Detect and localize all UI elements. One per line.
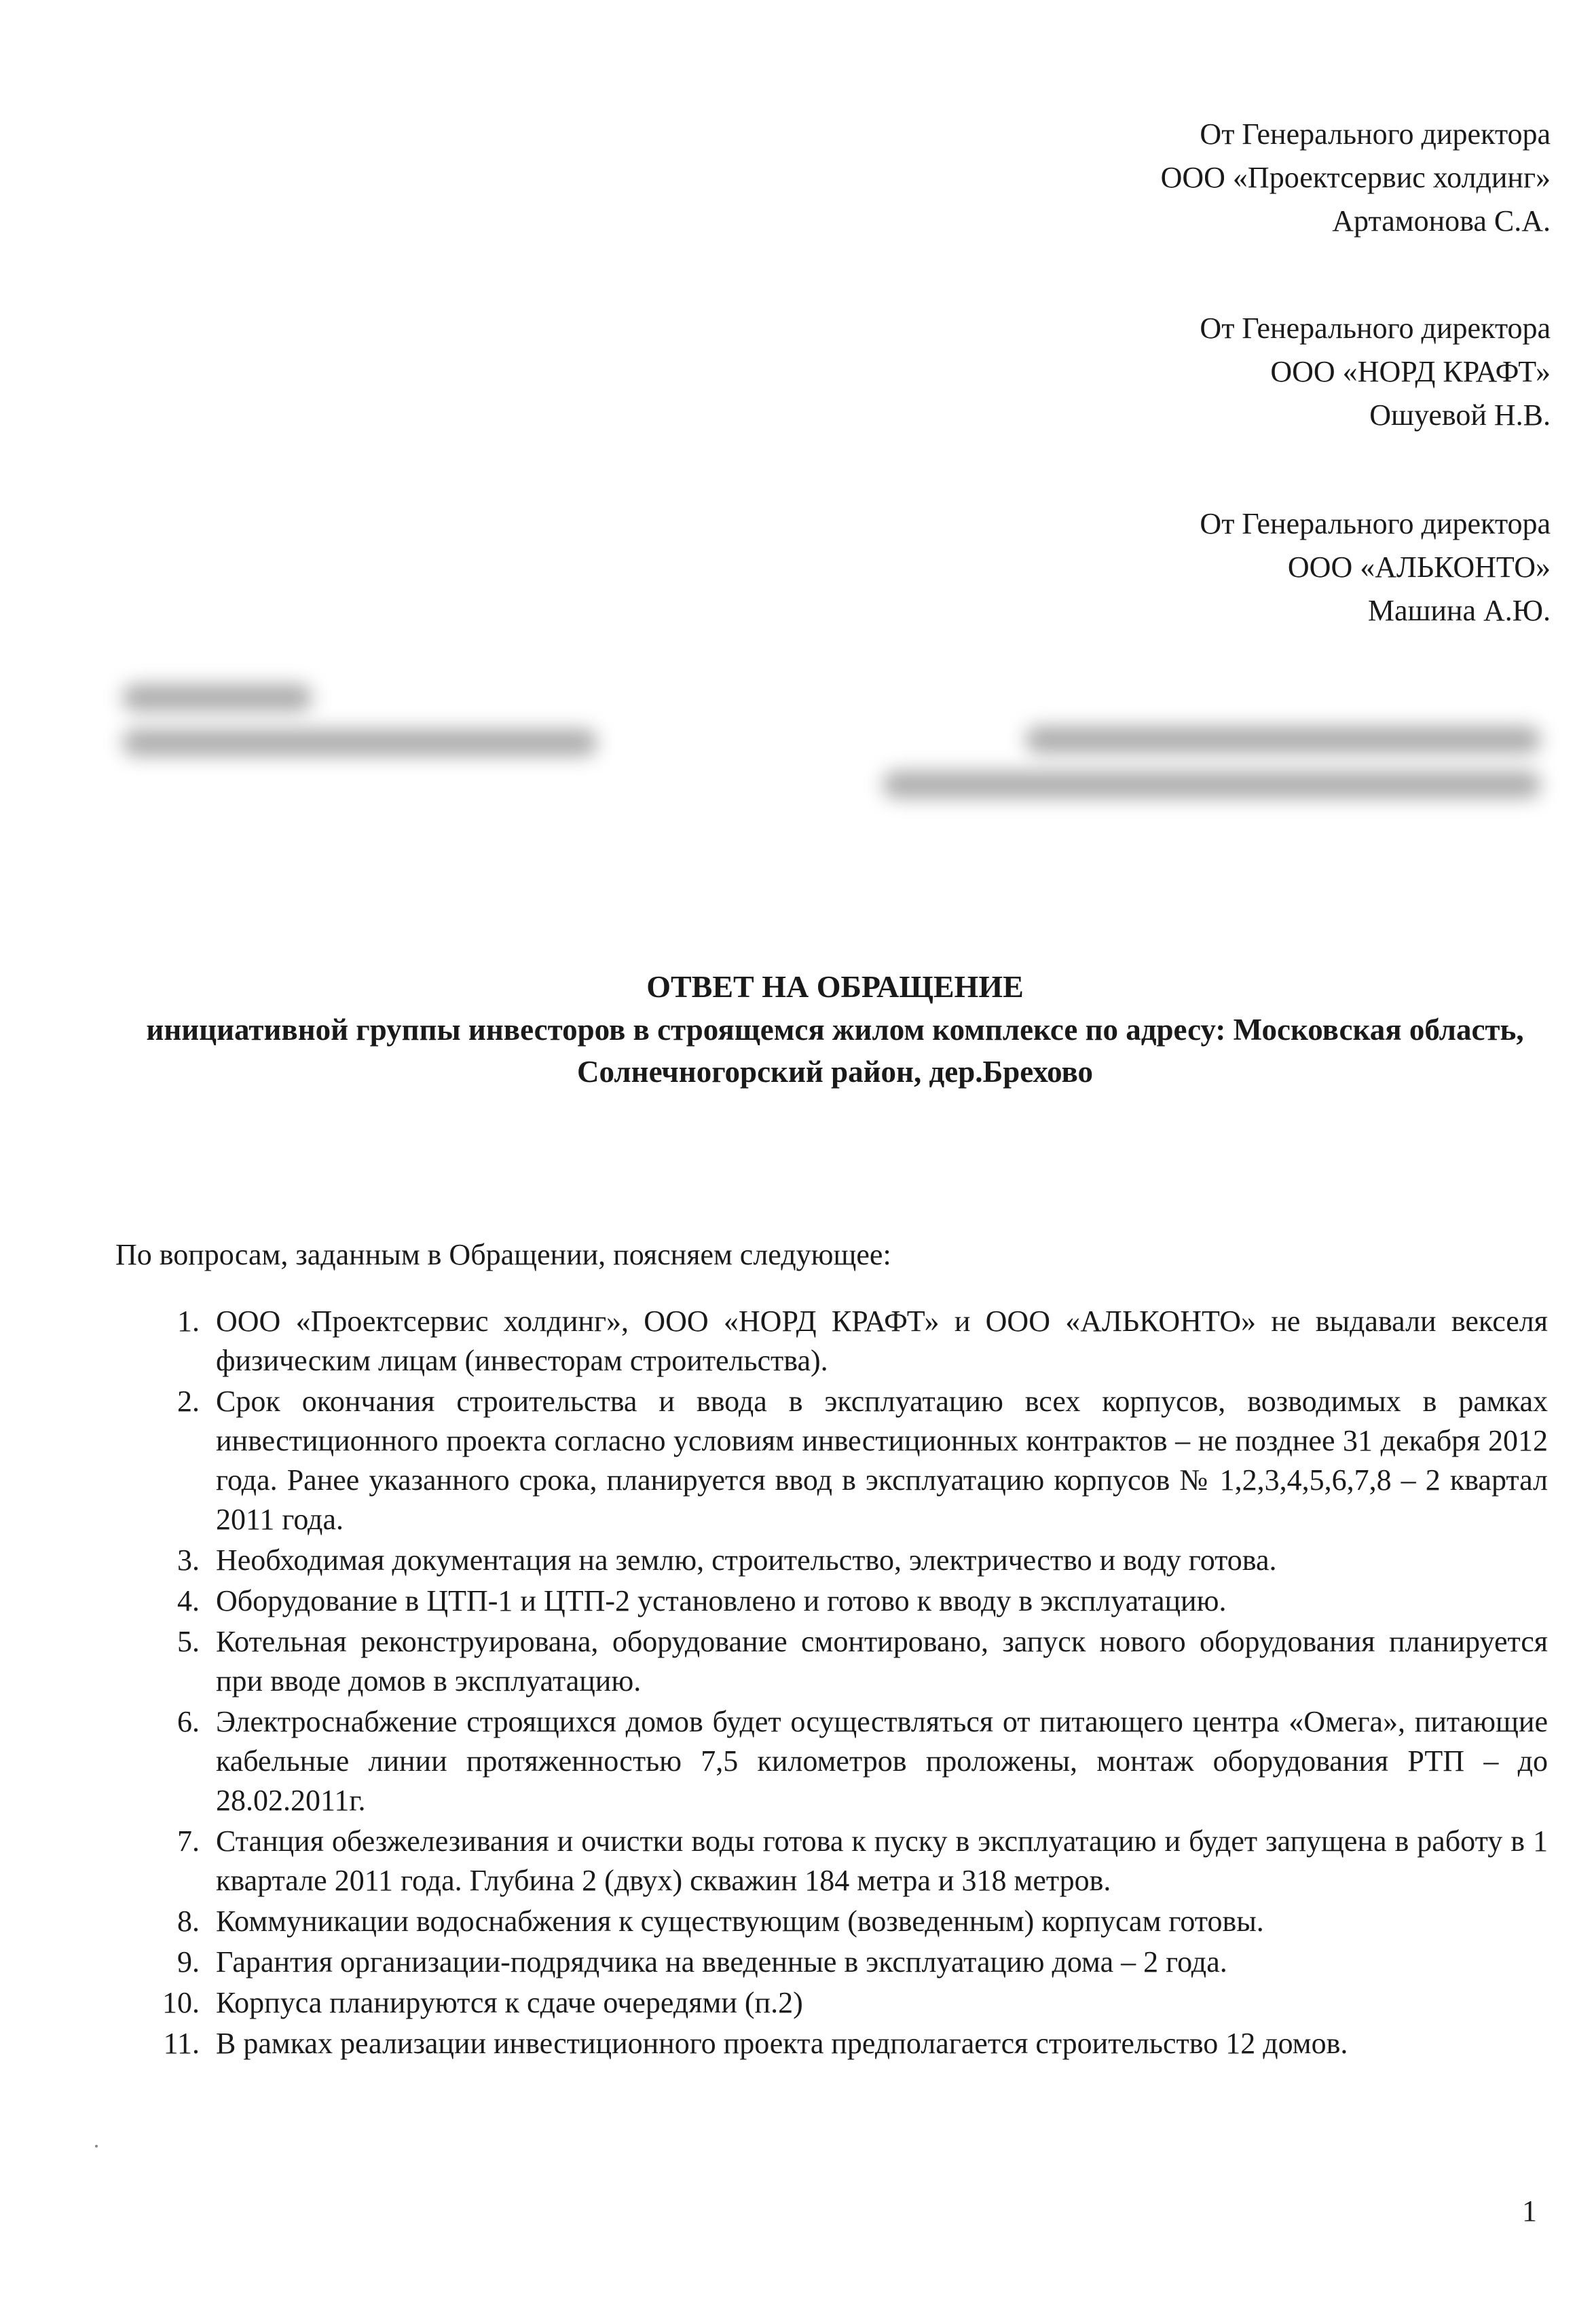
sender-position: От Генерального директора [1200, 117, 1551, 151]
list-item-text: Гарантия организации-подрядчика на введенные в эксплуатацию дома – 2 года. [216, 1945, 1227, 1979]
redacted-registration-block [122, 684, 611, 786]
sender-block-1 [600, 113, 1575, 243]
redacted-recipient-block [883, 726, 1548, 828]
sender-company: ООО «НОРД КРАФТ» [1270, 355, 1551, 388]
list-item-text: Корпуса планируются к сдаче очередями (п.2) [216, 1986, 803, 2019]
redacted-line [883, 771, 1541, 798]
document-title: ОТВЕТ НА ОБРАЩЕНИЕ [646, 969, 1024, 1004]
list-item-text: Котельная реконструирована, оборудование смонтировано, запуск нового оборудования планируется при вводе домов в эксплуатацию. [216, 1625, 1548, 1698]
sender-company: ООО «АЛЬКОНТО» [1287, 550, 1551, 584]
redacted-line [1025, 726, 1541, 753]
sender-position: От Генерального директора [1200, 507, 1551, 540]
sender-position: От Генерального директора [1200, 312, 1551, 345]
list-item: 3. Необходимая документация на землю, строительство, электричество и воду готова. [177, 1543, 1277, 1577]
list-item: 5. Котельная реконструирована, оборудование смонтировано, запуск нового оборудования планируется при вводе домов в эксплуатацию. [177, 1625, 1548, 1698]
scan-speck [95, 2145, 98, 2148]
list-item-text: В рамках реализации инвестиционного проекта предполагается строительство 12 домов. [216, 2027, 1348, 2060]
list-item: 2. Срок окончания строительства и ввода в эксплуатацию всех корпусов, возводимых в рамках инвестиционного проекта согласно условиям инвестиционных контрактов – не позднее 31 декабря 2012 года. Ранее указанного срока, планируется ввод в эксплуатацию корпусов № 1,2,3,4,5,6,7,8 – 2 квартал 2011 года. [177, 1385, 1548, 1536]
list-item-text: Необходимая документация на землю, строительство, электричество и воду готова. [216, 1543, 1277, 1577]
list-item: 1. ООО «Проектсервис холдинг», ООО «НОРД КРАФТ» и ООО «АЛЬКОНТО» не выдавали векселя физическим лицам (инвесторам строительства). [177, 1305, 1548, 1377]
answers-list [115, 1302, 1548, 2065]
list-item: 4. Оборудование в ЦТП-1 и ЦТП-2 установлено и готово к вводу в эксплуатацию. [177, 1584, 1227, 1617]
sender-name: Машина А.Ю. [1367, 594, 1551, 627]
sender-name: Ошуевой Н.В. [1369, 398, 1551, 432]
list-item-text: ООО «Проектсервис холдинг», ООО «НОРД КРАФТ» и ООО «АЛЬКОНТО» не выдавали векселя физическим лицам (инвесторам строительства). [216, 1305, 1548, 1377]
list-item-text: Станция обезжелезивания и очистки воды готова к пуску в эксплуатацию и будет запущена в работу в 1 квартале 2011 года. Глубина 2 (двух) скважин 184 метра и 318 метров. [216, 1824, 1548, 1897]
sender-company: ООО «Проектсервис холдинг» [1160, 161, 1551, 194]
sender-name: Артамонова С.А. [1332, 204, 1551, 238]
list-item-text: Коммуникации водоснабжения к существующим (возведенным) корпусам готовы. [216, 1905, 1264, 1938]
document-subtitle: инициативной группы инвесторов в строящемся жилом комплексе по адресу: Московская область, Солнечногорский район, дер.Брехово [146, 1013, 1524, 1089]
list-item-text: Электроснабжение строящихся домов будет осуществляться от питающего центра «Омега», питающие кабельные линии протяженностью 7,5 километров проложены, монтаж оборудования РТП – до 28.02.2011г. [216, 1705, 1548, 1817]
list-item: 11. В рамках реализации инвестиционного проекта предполагается строительство 12 домов. [163, 2027, 1348, 2060]
sender-block-3 [600, 502, 1575, 633]
list-item: 6. Электроснабжение строящихся домов будет осуществляться от питающего центра «Омега», питающие кабельные линии протяженностью 7,5 километров проложены, монтаж оборудования РТП – до 28.02.2011г. [177, 1705, 1548, 1817]
list-item-text: Срок окончания строительства и ввода в эксплуатацию всех корпусов, возводимых в рамках инвестиционного проекта согласно условиям инвестиционных контрактов – не позднее 31 декабря 2012 года. Ранее указанного срока, планируется ввод в эксплуатацию корпусов № 1,2,3,4,5,6,7,8 – 2 квартал 2011 года. [216, 1385, 1548, 1536]
document-title-block [115, 965, 1555, 1093]
sender-block-2 [600, 307, 1575, 437]
list-item-text: Оборудование в ЦТП-1 и ЦТП-2 установлено и готово к вводу в эксплуатацию. [216, 1584, 1227, 1617]
list-item: 8. Коммуникации водоснабжения к существующим (возведенным) корпусам готовы. [177, 1905, 1264, 1938]
list-item: 9. Гарантия организации-подрядчика на введенные в эксплуатацию дома – 2 года. [177, 1945, 1227, 1979]
list-item: 7. Станция обезжелезивания и очистки воды готова к пуску в эксплуатацию и будет запущена в работу в 1 квартале 2011 года. Глубина 2 (двух) скважин 184 метра и 318 метров. [177, 1824, 1548, 1897]
intro-paragraph: По вопросам, заданным в Обращении, поясняем следующее: [115, 1238, 891, 1271]
page-number: 1 [1522, 2194, 1537, 2228]
list-item: 10. Корпуса планируются к сдаче очередями (п.2) [162, 1986, 803, 2019]
redacted-line [122, 729, 597, 756]
redacted-line [122, 684, 312, 711]
